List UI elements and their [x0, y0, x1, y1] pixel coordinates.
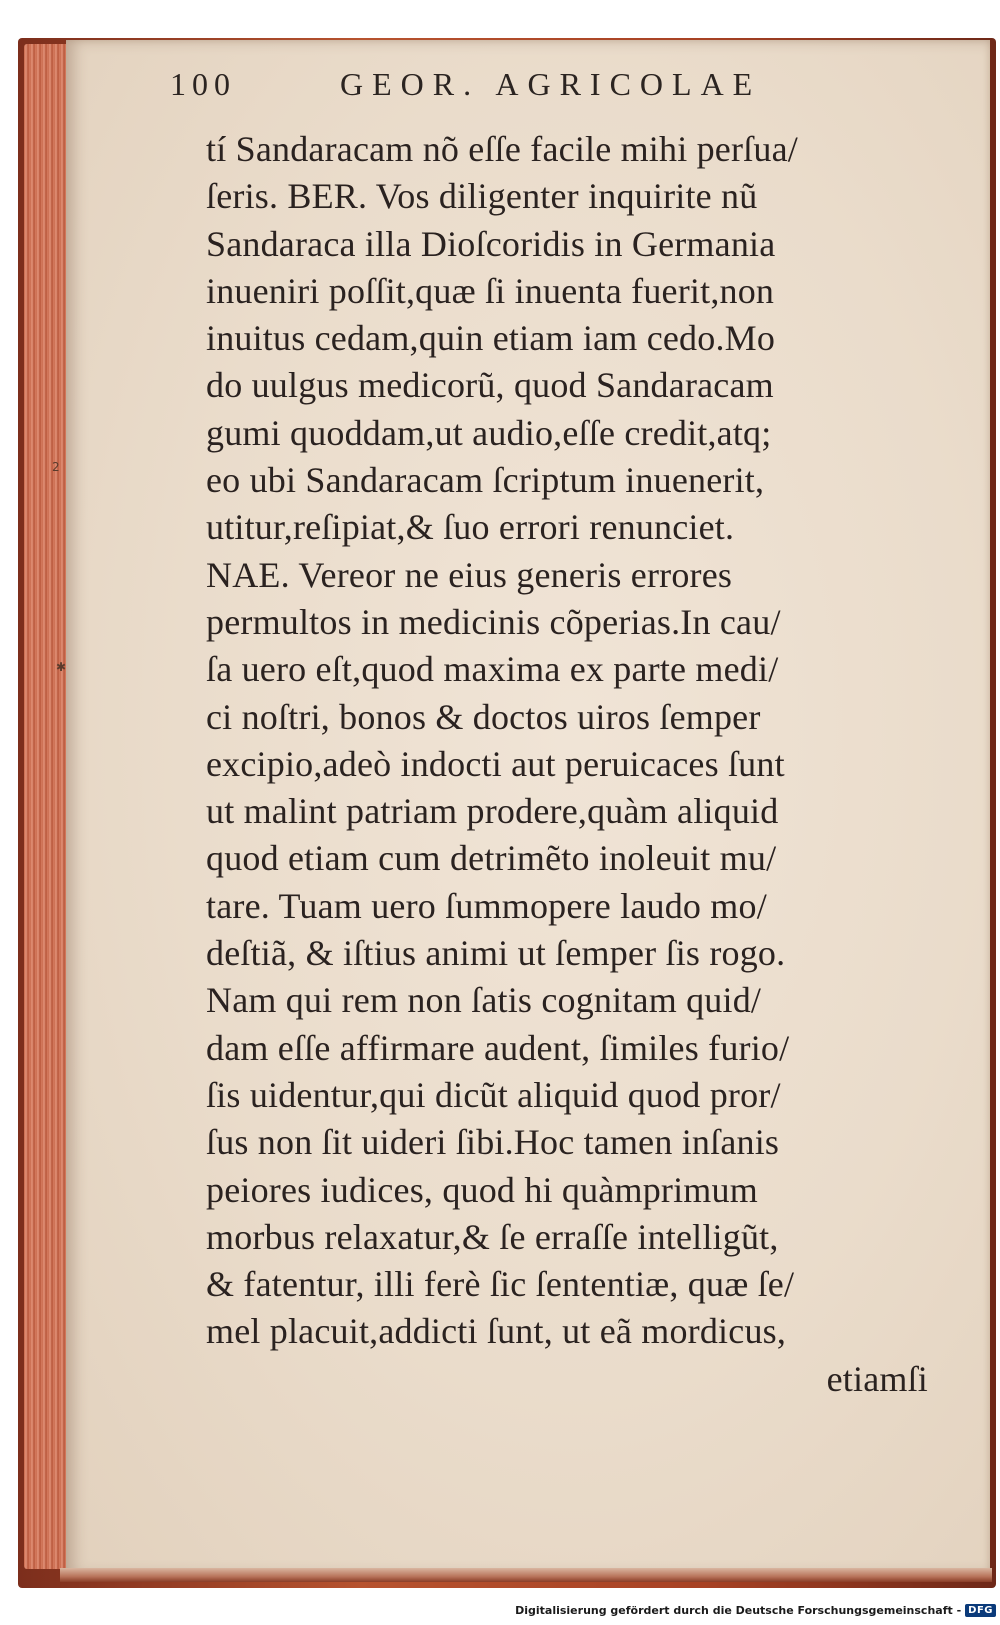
page-edges — [24, 44, 72, 1569]
text-line: permultos in medicinis cõperias.In cau/ — [206, 601, 781, 642]
page-bottom-edge — [60, 1568, 992, 1582]
margin-mark-b: ✱ — [56, 660, 67, 674]
text-line: do uulgus medicorũ, quod Sandaracam — [206, 365, 774, 406]
text-line: deſtiã, & iſtius animi ut ſemper ſis rogo. — [206, 933, 786, 974]
text-line: ſis uidentur,qui dicũt aliquid quod pror/ — [206, 1074, 781, 1115]
text-line: eo ubi Sandaracam ſcriptum inuenerit, — [206, 460, 765, 501]
margin-mark-a: 2 — [52, 460, 60, 474]
text-line: ſa uero eſt,quod maxima ex parte medi/ — [206, 649, 779, 690]
text-line: quod etiam cum detrimẽto inoleuit mu/ — [206, 838, 777, 879]
footer-text: Digitalisierung gefördert durch die Deutsche Forschungsgemeinschaft - — [515, 1604, 962, 1617]
page-number: 100 — [170, 66, 236, 102]
text-line: ut malint patriam prodere,quàm aliquid — [206, 791, 779, 832]
text-line: excipio,adeò indocti aut peruicaces ſunt — [206, 743, 785, 784]
text-line: morbus relaxatur,& ſe erraſſe intelligũt, — [206, 1216, 779, 1257]
text-line: tí Sandaracam nõ eſſe facile mihi perſua/ — [206, 129, 798, 169]
catchword: etiamſi — [826, 1358, 928, 1399]
text-line: dam eſſe affirmare audent, ſimiles furio/ — [206, 1027, 790, 1068]
text-line: Nam qui rem non ſatis cognitam quid/ — [206, 980, 762, 1021]
text-line: inuitus cedam,quin etiam iam cedo.Mo — [206, 318, 776, 359]
text-line: gumi quoddam,ut audio,eſſe credit,atq; — [206, 412, 772, 453]
page-header — [170, 66, 870, 112]
text-line: NAE. Vereor ne eius generis errores — [206, 554, 733, 595]
text-line: peiores iudices, quod hi quàmprimum — [206, 1169, 758, 1210]
text-line: ci noſtri, bonos & doctos uiros ſemper — [206, 696, 761, 737]
body-text — [206, 126, 936, 1403]
text-line: Sandaraca illa Dioſcoridis in Germania — [206, 223, 776, 264]
dfg-logo: DFG — [965, 1604, 996, 1617]
text-line: inueniri poſſit,quæ ſi inuenta fuerit,non — [206, 270, 775, 311]
text-line: ſus non ſit uideri ſibi.Hoc tamen inſanis — [206, 1122, 780, 1163]
text-line: & fatentur, illi ferè ſic ſententiæ, quæ ſe/ — [206, 1264, 795, 1305]
text-line: ſeris. BER. Vos diligenter inquirite nũ — [206, 176, 758, 217]
digitization-footer — [515, 1604, 996, 1617]
text-line: utitur,reſipiat,& ſuo errori renunciet. — [206, 507, 735, 548]
text-line: tare. Tuam uero ſummopere laudo mo/ — [206, 885, 767, 926]
running-head: GEOR. AGRICOLAE — [340, 66, 762, 102]
text-line: mel placuit,addicti ſunt, ut eã mordicus, — [206, 1311, 787, 1352]
